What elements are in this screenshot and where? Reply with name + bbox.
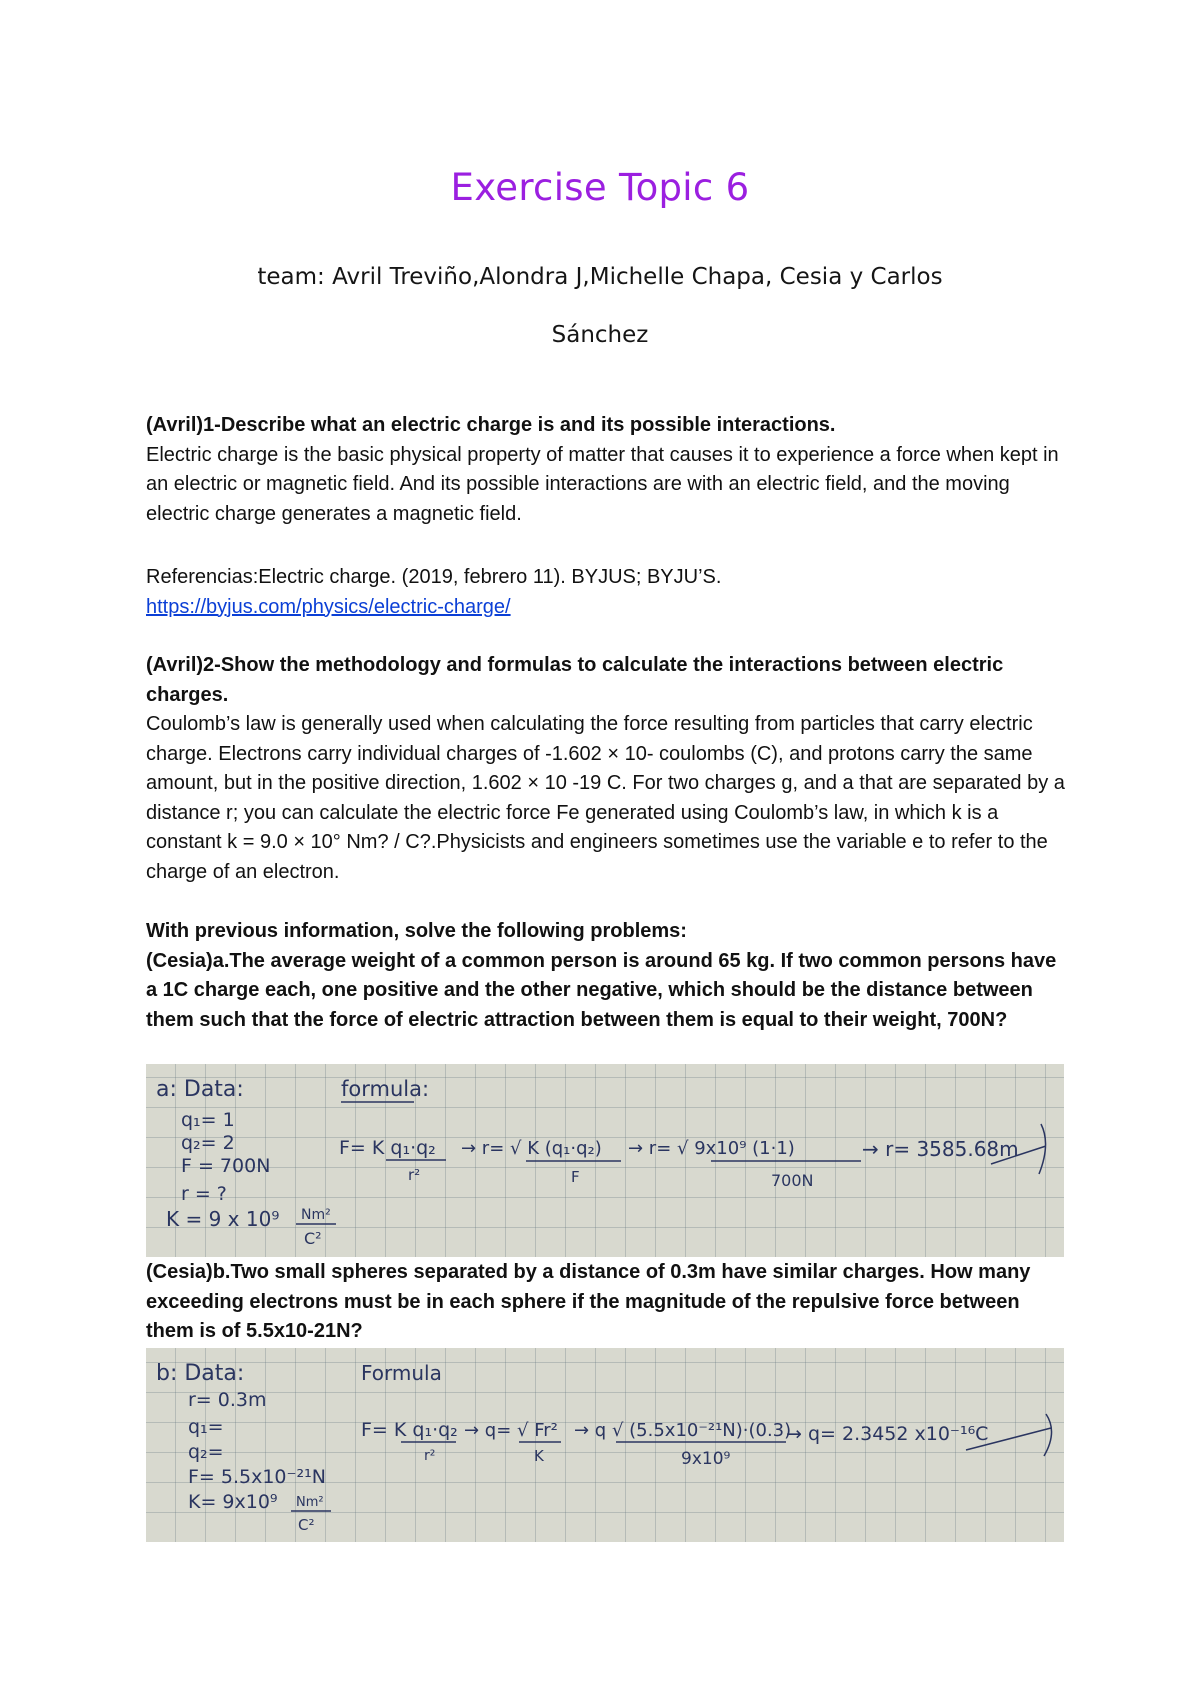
hw-a-formula-3-den: 700N <box>771 1171 814 1190</box>
team-line-2: Sánchez <box>551 322 649 348</box>
hw-b-formula-label: Formula <box>361 1361 442 1385</box>
question-1-heading: (Avril)1-Describe what an electric charge is and its possible interactions. <box>146 414 836 436</box>
problem-a-text: (Cesia)a.The average weight of a common person is around 65 kg. If two common persons have a 1C charge each, one positive and the other negative, which should be the distance between them such that the force of electric attraction between them is equal to their weight, 700N? <box>146 949 1057 1031</box>
hw-a-data-r: r = ? <box>181 1183 227 1205</box>
hw-a-data-k: K = 9 x 10⁹ <box>166 1207 280 1231</box>
hw-b-data-f: F= 5.5x10⁻²¹N <box>188 1466 327 1488</box>
hw-a-data-k-unit-den: C² <box>304 1229 322 1248</box>
question-1-answer: Electric charge is the basic physical property of matter that causes it to experience a force when kept in an electric or magnetic field. And its possible interactions are with an electric field, and the moving electric charge generates a magnetic field. <box>146 443 1059 525</box>
hw-a-data-q2: q₂= 2 <box>181 1132 235 1154</box>
hw-b-formula-1: F= K q₁·q₂ <box>361 1419 458 1441</box>
hw-a-formula-1: F= K q₁·q₂ <box>339 1137 436 1159</box>
handwritten-solution-a-image <box>146 1064 1064 1257</box>
page-title: Exercise Topic 6 <box>450 166 750 209</box>
hw-b-formula-2-den: K <box>534 1447 544 1465</box>
question-2-heading: (Avril)2-Show the methodology and formulas to calculate the interactions between electric charges. <box>146 654 1004 706</box>
team-line-1: team: Avril Treviño,Alondra J,Michelle Chapa, Cesia y Carlos <box>257 264 943 290</box>
hw-b-data-q2: q₂= <box>188 1441 224 1463</box>
hw-a-formula-2-den: F <box>571 1168 580 1186</box>
question-2-answer: Coulomb’s law is generally used when calculating the force resulting from particles that carry electric charge. Electrons carry individual charges of -1.602 × 10- coulombs (C), and protons carry the same amount, but in the positive direction, 1.602 × 10 -19 C. For two charges g, and a that are separated by a distance r; you can calculate the electric force Fe generated using Coulomb’s law, in which k is a constant k = 9.0 × 10° Nm? / C?.Physicists and engineers sometimes use the variable e to refer to the charge of an electron. <box>146 713 1065 883</box>
hw-b-formula-3: → q √ (5.5x10⁻²¹N)·(0.3) <box>574 1420 792 1441</box>
hw-a-formula-2: → r= √ K (q₁·q₂) <box>461 1138 602 1159</box>
hw-b-data-label: b: Data: <box>156 1361 245 1386</box>
team-members <box>0 248 1200 364</box>
question-2-section <box>146 651 1066 887</box>
handwritten-solution-b-image <box>146 1348 1064 1542</box>
problem-b-text: (Cesia)b.Two small spheres separated by a distance of 0.3m have similar charges. How many exceeding electrons must be in each sphere if the magnitude of the repulsive force between them is of 5.5x10-21N? <box>146 1261 1031 1342</box>
question-1-section <box>146 411 1066 529</box>
hw-b-data-k-unit-num: Nm² <box>296 1495 324 1510</box>
hw-b-data-q1: q₁= <box>188 1416 224 1438</box>
hw-b-data-r: r= 0.3m <box>188 1389 267 1411</box>
problems-intro: With previous information, solve the following problems: <box>146 920 687 942</box>
hw-a-formula-label: formula: <box>341 1077 430 1101</box>
problem-b-section <box>146 1258 1066 1347</box>
hw-a-data-k-unit-num: Nm² <box>301 1207 331 1223</box>
hw-a-formula-3: → r= √ 9x10⁹ (1·1) <box>628 1138 795 1159</box>
hw-b-formula-2: → q= √ Fr² <box>464 1420 558 1441</box>
reference-section <box>146 563 1066 622</box>
hw-b-data-k-unit-den: C² <box>298 1516 315 1534</box>
reference-link[interactable]: https://byjus.com/physics/electric-charge/ <box>146 595 511 618</box>
reference-text: Referencias:Electric charge. (2019, febrero 11). BYJUS; BYJU’S. <box>146 566 722 588</box>
hw-b-data-k: K= 9x10⁹ <box>188 1491 278 1513</box>
hw-b-formula-3-den: 9x10⁹ <box>681 1449 731 1469</box>
hw-a-formula-1-den: r² <box>408 1166 421 1184</box>
hw-a-result: → r= 3585.68m <box>862 1137 1019 1161</box>
hw-a-data-label: a: Data: <box>156 1077 244 1102</box>
hw-a-data-q1: q₁= 1 <box>181 1109 235 1131</box>
hw-b-formula-1-den: r² <box>424 1448 436 1464</box>
hw-b-result: → q= 2.3452 x10⁻¹⁶C <box>786 1423 989 1445</box>
problem-a-section <box>146 917 1066 1035</box>
hw-a-data-f: F = 700N <box>181 1155 271 1177</box>
